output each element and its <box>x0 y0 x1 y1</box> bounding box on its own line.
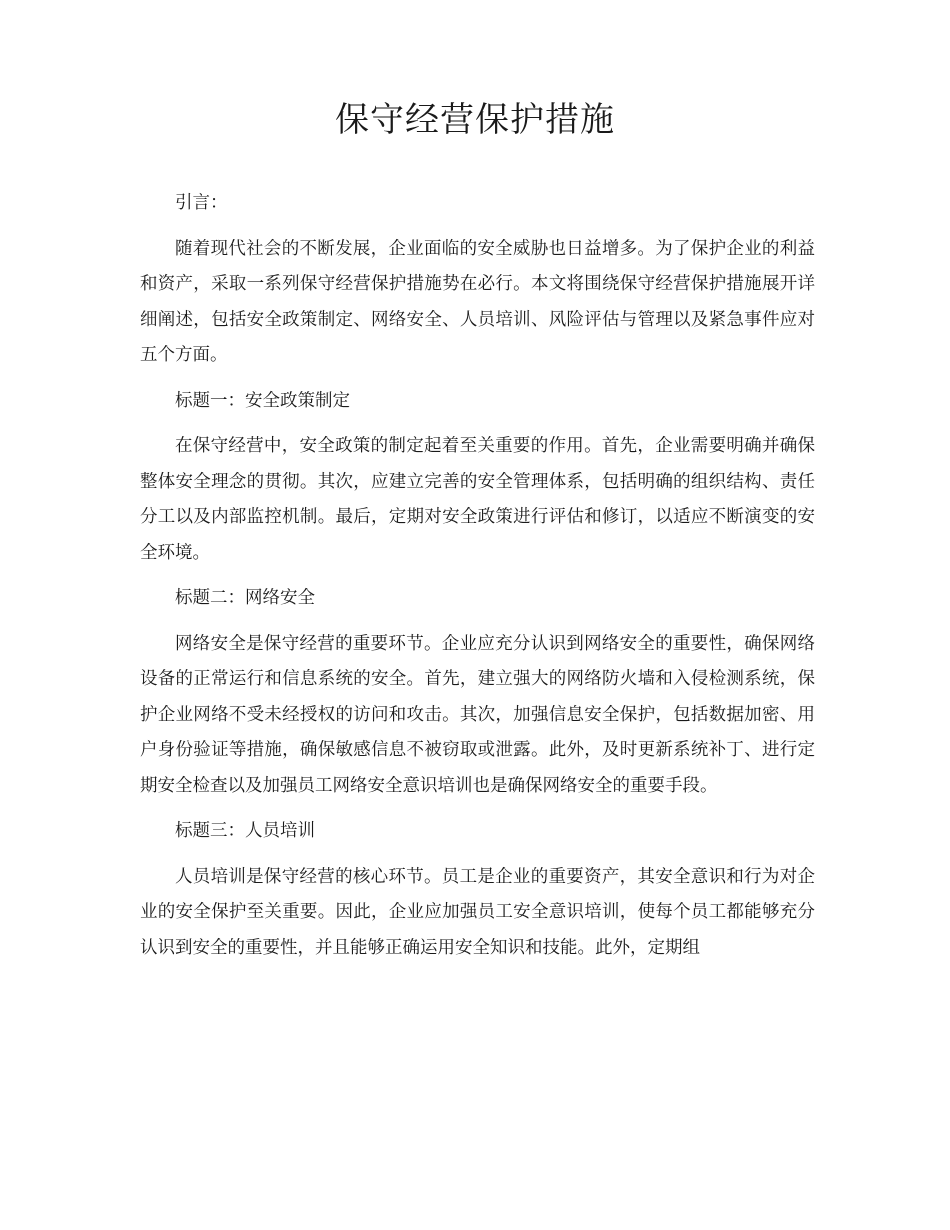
policy-paragraph: 在保守经营中，安全政策的制定起着至关重要的作用。首先，企业需要明确并确保整体安全理念的贯彻。其次，应建立完善的安全管理体系，包括明确的组织结构、责任分工以及内部监控机制。最后，定期对安全政策进行评估和修订，以适应不断演变的安全环境。 <box>140 436 815 563</box>
section-heading-policy: 标题一：安全政策制定 <box>175 390 350 411</box>
network-paragraph: 网络安全是保守经营的重要环节。企业应充分认识到网络安全的重要性，确保网络设备的正常运行和信息系统的安全。首先，建立强大的网络防火墙和入侵检测系统，保护企业网络不受未经授权的访问和攻击。其次，加强信息安全保护，包括数据加密、用户身份验证等措施，确保敏感信息不被窃取或泄露。此外，及时更新系统补丁、进行定期安全检查以及加强员工网络安全意识培训也是确保网络安全的重要手段。 <box>140 633 815 796</box>
document-title: 保守经营保护措施 <box>335 100 615 140</box>
document-body <box>140 186 815 976</box>
training-paragraph: 人员培训是保守经营的核心环节。员工是企业的重要资产，其安全意识和行为对企业的安全保护至关重要。因此，企业应加强员工安全意识培训，使每个员工都能够充分认识到安全的重要性，并且能够正确运用安全知识和技能。此外，定期组 <box>140 866 815 958</box>
intro-paragraph: 随着现代社会的不断发展，企业面临的安全威胁也日益增多。为了保护企业的利益和资产，采取一系列保守经营保护措施势在必行。本文将围绕保守经营保护措施展开详细阐述，包括安全政策制定、网络安全、人员培训、风险评估与管理以及紧急事件应对五个方面。 <box>140 238 815 365</box>
section-heading-training: 标题三：人员培训 <box>175 821 315 841</box>
section-heading-network: 标题二：网络安全 <box>175 588 315 608</box>
intro-label: 引言： <box>175 193 228 213</box>
